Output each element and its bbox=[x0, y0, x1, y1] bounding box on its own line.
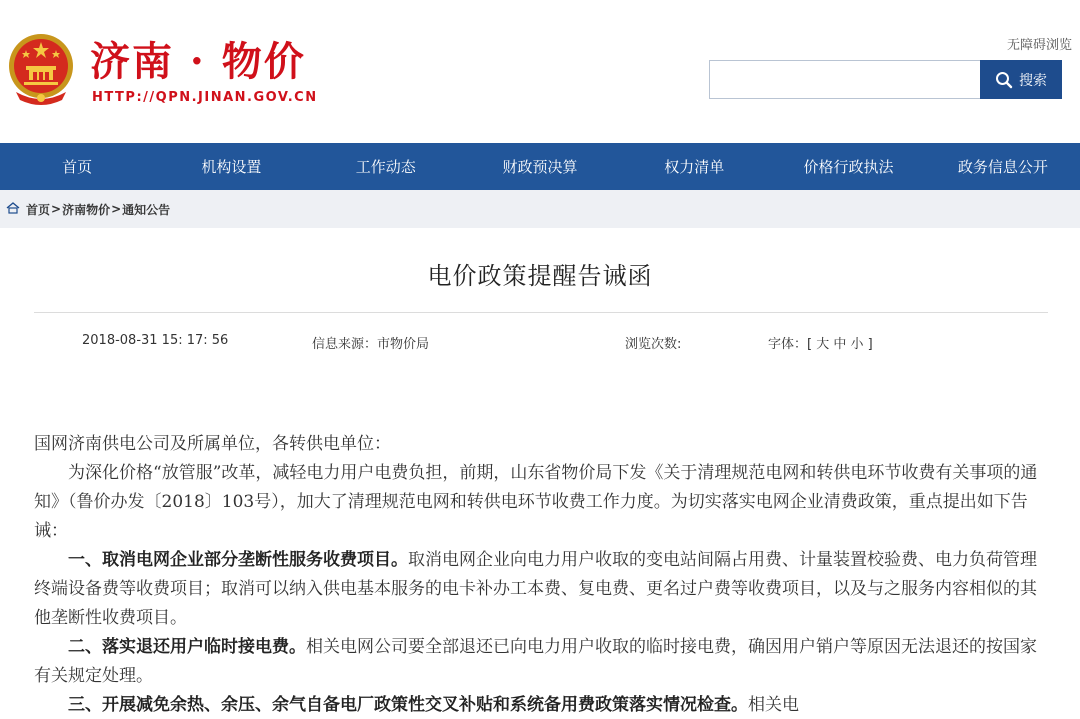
nav-item-gov-info[interactable]: 政务信息公开 bbox=[957, 158, 1048, 176]
nav-item-home[interactable]: 首页 bbox=[62, 158, 93, 176]
page-title: 电价政策提醒告诫函 bbox=[427, 262, 653, 290]
national-emblem-logo bbox=[6, 32, 76, 108]
paragraph-text: 相关电网公司要全部退还已向电力用户收取的临时接电费，确因用户销户等原因无法退还的按国家有关规定处理。 bbox=[34, 637, 1037, 686]
paragraph bbox=[34, 633, 1048, 691]
paragraph-text: 相关电 bbox=[748, 695, 799, 715]
paragraph bbox=[34, 546, 1048, 633]
home-icon bbox=[6, 202, 26, 217]
accessibility-link[interactable]: 无障碍浏览 bbox=[1006, 38, 1072, 53]
paragraph bbox=[34, 691, 1048, 719]
paragraph-heading: 一、取消电网企业部分垄断性服务收费项目。 bbox=[68, 550, 408, 570]
search-input[interactable] bbox=[709, 60, 981, 99]
salutation: 国网济南供电公司及所属单位，各转供电单位： bbox=[34, 434, 391, 454]
nav-item-price-enforcement[interactable]: 价格行政执法 bbox=[803, 158, 894, 176]
search-icon bbox=[995, 71, 1013, 89]
font-size-selector[interactable]: 字体：[ 大 中 小 ] bbox=[768, 337, 873, 352]
breadcrumb bbox=[0, 190, 1080, 228]
nav-item-power-list[interactable]: 权力清单 bbox=[664, 158, 725, 176]
breadcrumb-separator: > bbox=[111, 202, 122, 216]
main-nav bbox=[0, 143, 1080, 190]
breadcrumb-jinan-price[interactable]: 济南物价 bbox=[62, 202, 111, 217]
nav-item-budget[interactable]: 财政预决算 bbox=[502, 158, 578, 176]
paragraph-heading: 三、开展减免余热、余压、余气自备电厂政策性交叉补贴和系统备用费政策落实情况检查。 bbox=[68, 695, 748, 715]
breadcrumb-notices[interactable]: 通知公告 bbox=[122, 202, 171, 217]
search-button-label: 搜索 bbox=[1019, 72, 1047, 89]
breadcrumb-home[interactable]: 首页 bbox=[26, 202, 51, 217]
view-count: 浏览次数: bbox=[625, 337, 682, 352]
paragraph-heading: 二、落实退还用户临时接电费。 bbox=[68, 637, 306, 657]
info-source: 信息来源：市物价局 bbox=[312, 337, 430, 352]
paragraph-text: 取消电网企业向电力用户收取的变电站间隔占用费、计量装置校验费、电力负荷管理终端设备费等收费项目；取消可以纳入供电基本服务的电卡补办工本费、复电费、更名过户费等收费项目，以及与之服务内容相似的其他垄断性收费项目。 bbox=[34, 550, 1037, 628]
title-divider bbox=[34, 312, 1048, 313]
breadcrumb-separator: > bbox=[51, 202, 62, 216]
nav-item-news[interactable]: 工作动态 bbox=[355, 158, 416, 176]
nav-item-organization[interactable]: 机构设置 bbox=[201, 158, 262, 176]
site-header bbox=[0, 0, 1080, 143]
site-name: 济南 · 物价 bbox=[90, 38, 306, 85]
site-url[interactable]: HTTP://QPN.JINAN.GOV.CN bbox=[92, 90, 318, 105]
publish-date: 2018-08-31 15: 17: 56 bbox=[82, 333, 229, 348]
search-button[interactable] bbox=[980, 60, 1062, 99]
paragraph: 为深化价格“放管服”改革，减轻电力用户电费负担，前期，山东省物价局下发《关于清理规范电网和转供电环节收费有关事项的通知》（鲁价办发〔2018〕103号），加大了清理规范电网和转供电环节收费工作力度。为切实落实电网企业清费政策，重点提出如下告诫： bbox=[34, 463, 1038, 541]
article-body bbox=[34, 430, 1048, 719]
